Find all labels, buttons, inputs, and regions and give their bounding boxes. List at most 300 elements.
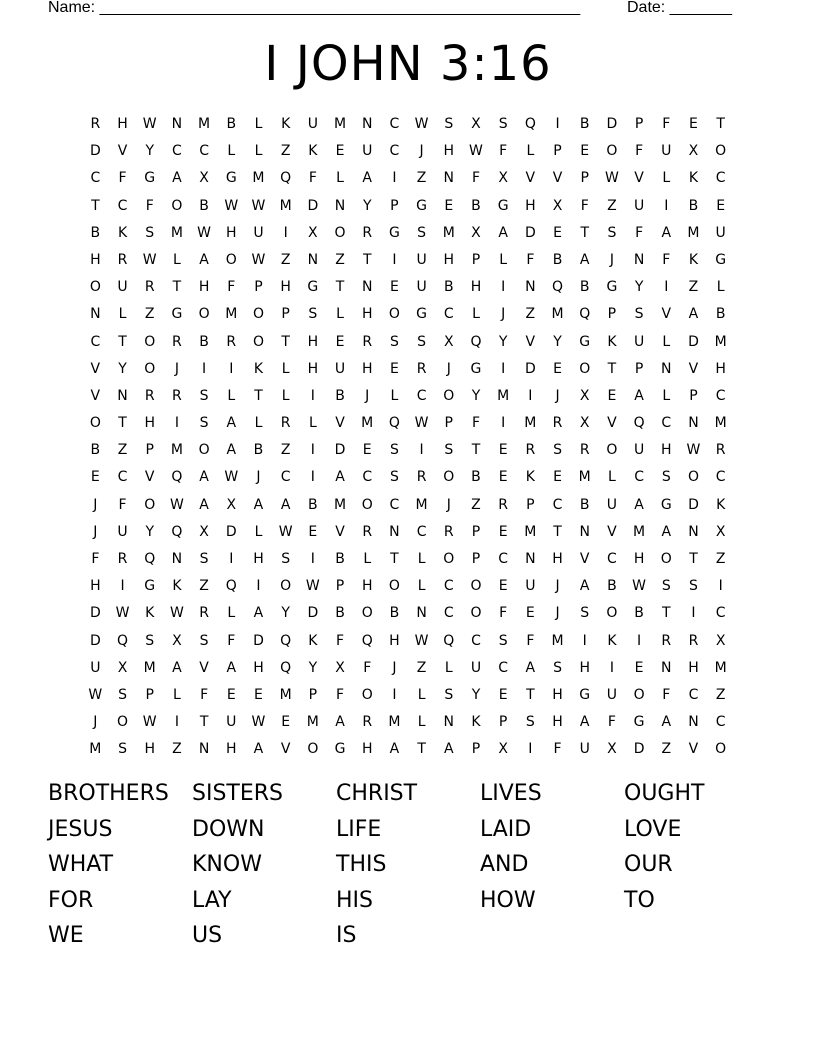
grid-letter: I — [310, 469, 316, 486]
grid-letter: R — [280, 415, 292, 432]
grid-letter: B — [552, 251, 563, 268]
grid-letter: O — [388, 578, 401, 595]
grid-letter: W — [142, 714, 158, 731]
word-list-item: IS — [336, 923, 357, 948]
grid-letter: F — [553, 741, 563, 758]
grid-letter: C — [416, 523, 427, 540]
grid-letter: I — [637, 632, 642, 649]
grid-letter: O — [361, 605, 374, 622]
grid-letter: V — [335, 415, 346, 432]
grid-letter: U — [117, 279, 129, 296]
grid-letter: V — [199, 659, 210, 676]
grid-letter: G — [334, 741, 346, 758]
grid-letter: R — [172, 333, 183, 350]
grid-letter: L — [472, 306, 481, 323]
grid-letter: S — [389, 333, 400, 350]
grid-row — [82, 684, 735, 711]
grid-letter: K — [281, 116, 291, 132]
grid-letter: T — [580, 224, 590, 241]
grid-letter: D — [606, 116, 618, 132]
grid-letter: P — [607, 306, 617, 323]
grid-letter: Q — [524, 116, 537, 132]
grid-letter: E — [525, 605, 536, 622]
grid-letter: B — [199, 333, 210, 350]
grid-letter: V — [661, 306, 672, 323]
grid-letter: O — [633, 686, 646, 703]
grid-letter: C — [471, 632, 482, 649]
grid-letter: P — [580, 170, 590, 187]
grid-letter: M — [524, 523, 537, 540]
grid-letter: S — [525, 714, 536, 731]
grid-letter: F — [145, 197, 155, 214]
grid-letter: L — [662, 333, 671, 350]
grid-letter: B — [335, 551, 346, 567]
grid-letter: A — [226, 415, 237, 432]
grid-letter: O — [715, 741, 727, 758]
grid-letter: G — [497, 197, 510, 214]
grid-letter: G — [307, 279, 319, 296]
grid-letter: C — [443, 306, 455, 323]
grid-letter: B — [579, 116, 591, 132]
grid-letter: S — [661, 578, 672, 595]
word-list — [48, 780, 768, 951]
grid-letter: I — [501, 360, 506, 377]
grid-letter: R — [416, 360, 427, 377]
grid-letter: H — [633, 551, 645, 567]
word-list-item: BROTHERS — [48, 781, 169, 806]
grid-letter: X — [471, 116, 482, 132]
grid-letter: L — [254, 523, 263, 540]
grid-letter: A — [199, 469, 210, 486]
grid-letter: U — [470, 659, 482, 676]
grid-letter: N — [443, 714, 455, 731]
grid-letter: L — [716, 279, 726, 296]
grid-letter: V — [144, 469, 155, 486]
grid-letter: O — [388, 306, 401, 323]
grid-letter: E — [226, 686, 237, 703]
grid-letter: C — [199, 143, 210, 160]
grid-letter: S — [689, 578, 699, 595]
grid-letter: N — [361, 116, 373, 132]
grid-letter: P — [254, 279, 264, 296]
grid-letter: D — [688, 496, 700, 513]
grid-letter: C — [389, 143, 400, 160]
grid-row — [82, 113, 735, 140]
grid-letter: J — [609, 251, 615, 268]
grid-letter: R — [552, 415, 563, 432]
grid-letter: U — [633, 333, 645, 350]
grid-letter: L — [254, 415, 263, 432]
grid-letter: Z — [416, 659, 427, 676]
grid-letter: H — [90, 578, 102, 595]
word-list-item: TO — [624, 887, 655, 913]
grid-letter: X — [715, 523, 726, 540]
grid-letter: M — [714, 415, 728, 432]
grid-letter: R — [144, 387, 156, 404]
grid-letter: L — [363, 551, 372, 567]
grid-letter: X — [443, 333, 455, 350]
grid-letter: V — [90, 360, 101, 377]
grid-letter: M — [170, 224, 184, 241]
grid-letter: H — [361, 360, 373, 377]
grid-letter: C — [715, 170, 727, 187]
word-list-item: DOWN — [192, 816, 265, 842]
grid-letter: C — [661, 415, 672, 432]
grid-letter: M — [633, 523, 646, 540]
grid-letter: L — [662, 170, 671, 187]
grid-letter: B — [579, 496, 591, 513]
grid-letter: G — [416, 306, 428, 323]
grid-letter: L — [417, 686, 426, 703]
grid-letter: I — [555, 116, 561, 132]
grid-letter: T — [390, 551, 400, 567]
grid-letter: I — [202, 360, 207, 377]
grid-letter: R — [199, 605, 210, 622]
grid-letter: F — [308, 170, 318, 187]
grid-letter: M — [415, 496, 429, 513]
grid-letter: T — [689, 551, 699, 567]
grid-letter: A — [172, 170, 183, 187]
grid-letter: A — [199, 251, 210, 268]
grid-letter: X — [172, 632, 183, 649]
grid-letter: Q — [579, 306, 591, 323]
grid-letter: N — [525, 279, 537, 296]
grid-letter: V — [117, 143, 128, 160]
grid-row — [82, 711, 735, 738]
grid-letter: D — [89, 632, 102, 649]
grid-row — [82, 140, 735, 167]
grid-letter: N — [117, 387, 129, 404]
grid-letter: R — [117, 551, 128, 567]
grid-letter: Q — [470, 333, 482, 350]
grid-letter: G — [416, 197, 428, 214]
grid-letter: L — [308, 415, 318, 432]
grid-letter: I — [501, 415, 506, 432]
grid-letter: H — [307, 360, 319, 377]
grid-letter: H — [470, 279, 482, 296]
grid-letter: G — [171, 306, 183, 323]
grid-letter: D — [307, 197, 319, 214]
grid-letter: A — [525, 659, 536, 676]
grid-letter: I — [528, 387, 533, 404]
grid-letter: U — [226, 714, 237, 731]
grid-letter: R — [579, 442, 591, 459]
grid-letter: H — [389, 632, 401, 649]
grid-letter: E — [607, 387, 617, 404]
grid-letter: B — [715, 306, 726, 323]
grid-letter: K — [607, 632, 617, 649]
grid-letter: L — [417, 714, 426, 731]
grid-letter: J — [555, 387, 561, 404]
grid-letter: F — [499, 143, 508, 160]
grid-letter: F — [118, 496, 128, 513]
grid-letter: B — [253, 442, 264, 459]
grid-letter: A — [335, 714, 346, 731]
grid-letter: O — [280, 578, 292, 595]
grid-letter: D — [633, 741, 645, 758]
grid-letter: A — [172, 659, 183, 676]
grid-letter: I — [310, 442, 316, 459]
page-title: I JOHN 3:16 — [264, 36, 552, 92]
grid-letter: Q — [280, 632, 292, 649]
grid-letter: Q — [171, 523, 183, 540]
grid-row — [82, 439, 735, 466]
grid-letter: A — [253, 605, 264, 622]
grid-letter: A — [661, 224, 672, 241]
grid-letter: Q — [280, 659, 292, 676]
grid-letter: F — [336, 632, 345, 649]
grid-row — [82, 385, 735, 412]
grid-letter: H — [552, 714, 564, 731]
grid-letter: V — [90, 387, 101, 404]
grid-letter: I — [283, 224, 289, 241]
grid-letter: K — [253, 360, 264, 377]
grid-letter: U — [416, 279, 428, 296]
grid-letter: X — [117, 659, 128, 676]
grid-letter: Z — [144, 306, 156, 323]
grid-letter: L — [336, 306, 345, 323]
grid-letter: O — [225, 251, 238, 268]
grid-letter: D — [225, 523, 238, 540]
grid-letter: Z — [471, 496, 482, 513]
grid-letter: R — [362, 523, 373, 540]
grid-letter: H — [688, 659, 700, 676]
grid-letter: S — [389, 469, 400, 486]
grid-letter: A — [253, 741, 264, 758]
word-list-item: HIS — [336, 887, 373, 913]
grid-letter: E — [689, 116, 699, 132]
grid-letter: B — [443, 279, 455, 296]
grid-letter: T — [335, 279, 345, 296]
grid-letter: Q — [388, 415, 401, 432]
grid-letter: I — [229, 551, 234, 567]
grid-letter: K — [471, 714, 482, 731]
grid-letter: S — [607, 224, 617, 241]
grid-letter: B — [335, 387, 346, 404]
grid-letter: F — [91, 551, 100, 567]
grid-letter: C — [688, 686, 699, 703]
word-list-item: OUR — [624, 852, 673, 877]
grid-letter: K — [607, 333, 617, 350]
grid-letter: F — [662, 686, 671, 703]
grid-letter: V — [525, 333, 536, 350]
grid-letter: Y — [362, 197, 372, 214]
grid-letter: O — [361, 686, 374, 703]
grid-letter: V — [280, 741, 291, 758]
grid-letter: C — [634, 469, 645, 486]
grid-letter: N — [307, 251, 319, 268]
grid-letter: A — [226, 659, 237, 676]
grid-letter: K — [716, 496, 726, 513]
grid-letter: H — [253, 551, 265, 567]
grid-letter: H — [661, 442, 673, 459]
grid-letter: J — [93, 523, 98, 540]
grid-letter: O — [470, 605, 482, 622]
grid-letter: D — [89, 605, 102, 622]
grid-letter: N — [688, 523, 700, 540]
grid-letter: S — [417, 224, 427, 241]
grid-letter: I — [419, 442, 425, 459]
grid-letter: Y — [308, 659, 318, 676]
grid-letter: R — [90, 116, 101, 132]
grid-letter: L — [281, 360, 291, 377]
grid-letter: H — [117, 116, 129, 132]
word-list-item: WE — [48, 923, 84, 948]
grid-letter: S — [308, 306, 318, 323]
grid-letter: P — [145, 442, 155, 459]
grid-row — [82, 276, 735, 303]
grid-letter: L — [227, 387, 236, 404]
grid-letter: W — [115, 605, 130, 622]
grid-letter: L — [281, 387, 291, 404]
grid-letter: L — [227, 605, 236, 622]
grid-letter: C — [389, 496, 400, 513]
grid-letter: L — [417, 578, 426, 595]
grid-letter: L — [499, 251, 508, 268]
grid-letter: O — [198, 306, 211, 323]
grid-letter: M — [198, 116, 211, 132]
grid-letter: K — [172, 578, 182, 595]
grid-letter: N — [334, 197, 346, 214]
grid-letter: W — [169, 496, 185, 513]
grid-letter: A — [253, 496, 264, 513]
grid-letter: D — [524, 360, 537, 377]
grid-letter: H — [144, 741, 156, 758]
grid-letter: J — [174, 360, 180, 377]
grid-letter: Q — [117, 632, 129, 649]
grid-letter: O — [307, 741, 319, 758]
grid-letter: H — [443, 251, 455, 268]
grid-letter: L — [444, 659, 454, 676]
grid-letter: U — [307, 116, 319, 132]
grid-letter: F — [227, 632, 236, 649]
grid-letter: E — [90, 469, 101, 486]
grid-letter: Z — [117, 442, 128, 459]
grid-letter: X — [607, 741, 618, 758]
grid-letter: M — [333, 116, 347, 132]
grid-letter: S — [389, 442, 400, 459]
grid-letter: Y — [145, 523, 155, 540]
grid-letter: J — [555, 605, 561, 622]
grid-letter: V — [525, 170, 536, 187]
grid-letter: W — [414, 116, 430, 132]
grid-letter: R — [362, 224, 373, 241]
grid-letter: Y — [118, 360, 128, 377]
grid-letter: S — [553, 442, 563, 459]
grid-letter: M — [306, 714, 320, 731]
grid-letter: Z — [199, 578, 210, 595]
grid-letter: W — [251, 197, 266, 214]
grid-letter: C — [498, 551, 509, 567]
grid-letter: V — [688, 360, 699, 377]
grid-letter: E — [281, 714, 291, 731]
grid-row — [82, 575, 735, 602]
word-list-item: WHAT — [48, 852, 114, 877]
grid-letter: A — [579, 578, 590, 595]
grid-letter: Z — [715, 551, 726, 567]
grid-letter: F — [363, 659, 372, 676]
grid-letter: O — [89, 279, 102, 296]
grid-letter: B — [90, 442, 101, 459]
grid-letter: N — [661, 360, 673, 377]
grid-letter: W — [142, 116, 158, 132]
grid-letter: H — [198, 279, 210, 296]
grid-letter: T — [362, 251, 372, 268]
grid-letter: F — [499, 605, 508, 622]
grid-letter: B — [471, 469, 482, 486]
word-list-item: LIFE — [336, 816, 382, 842]
grid-letter: M — [687, 224, 701, 241]
grid-letter: R — [362, 333, 373, 350]
grid-letter: C — [117, 197, 128, 214]
grid-letter: A — [389, 741, 400, 758]
grid-letter: V — [552, 170, 563, 187]
grid-letter: W — [469, 143, 484, 160]
grid-letter: K — [525, 469, 536, 486]
grid-letter: E — [553, 469, 563, 486]
grid-letter: F — [200, 686, 209, 703]
grid-letter: J — [93, 496, 98, 513]
grid-letter: N — [579, 523, 591, 540]
grid-letter: M — [551, 632, 565, 649]
grid-letter: F — [471, 415, 481, 432]
grid-letter: R — [144, 279, 156, 296]
grid-letter: X — [471, 224, 482, 241]
grid-letter: D — [688, 333, 700, 350]
grid-letter: F — [336, 686, 345, 703]
grid-letter: E — [580, 143, 590, 160]
grid-letter: H — [307, 333, 319, 350]
grid-letter: M — [225, 306, 238, 323]
grid-letter: R — [443, 523, 455, 540]
grid-letter: X — [199, 523, 210, 540]
word-list-item: SISTERS — [192, 781, 284, 806]
grid-letter: E — [389, 279, 400, 296]
grid-letter: W — [278, 523, 294, 540]
grid-letter: C — [90, 170, 101, 187]
grid-letter: Q — [633, 415, 646, 432]
grid-letter: C — [715, 605, 727, 622]
grid-row — [82, 222, 735, 249]
grid-letter: B — [226, 116, 237, 132]
grid-letter: M — [442, 224, 456, 241]
grid-letter: C — [443, 578, 455, 595]
name-field-label: Name: ______________________________________________________ — [48, 0, 581, 16]
grid-letter: F — [526, 251, 535, 268]
grid-letter: O — [117, 714, 129, 731]
grid-letter: B — [579, 279, 591, 296]
grid-letter: C — [172, 143, 183, 160]
grid-letter: J — [365, 387, 370, 404]
grid-letter: M — [497, 387, 510, 404]
grid-letter: S — [118, 741, 128, 758]
grid-letter: I — [691, 605, 697, 622]
grid-letter: C — [715, 469, 727, 486]
word-list-item: US — [192, 923, 223, 948]
grid-letter: C — [715, 387, 727, 404]
grid-letter: W — [414, 632, 430, 649]
grid-letter: Y — [281, 605, 291, 622]
grid-letter: S — [145, 632, 155, 649]
grid-letter: M — [388, 714, 401, 731]
word-list-item: LOVE — [624, 816, 682, 842]
grid-letter: Z — [688, 279, 699, 296]
grid-letter: O — [687, 469, 700, 486]
grid-letter: N — [171, 116, 183, 132]
grid-letter: B — [308, 496, 319, 513]
grid-letter: B — [335, 605, 346, 622]
grid-letter: O — [715, 143, 727, 160]
